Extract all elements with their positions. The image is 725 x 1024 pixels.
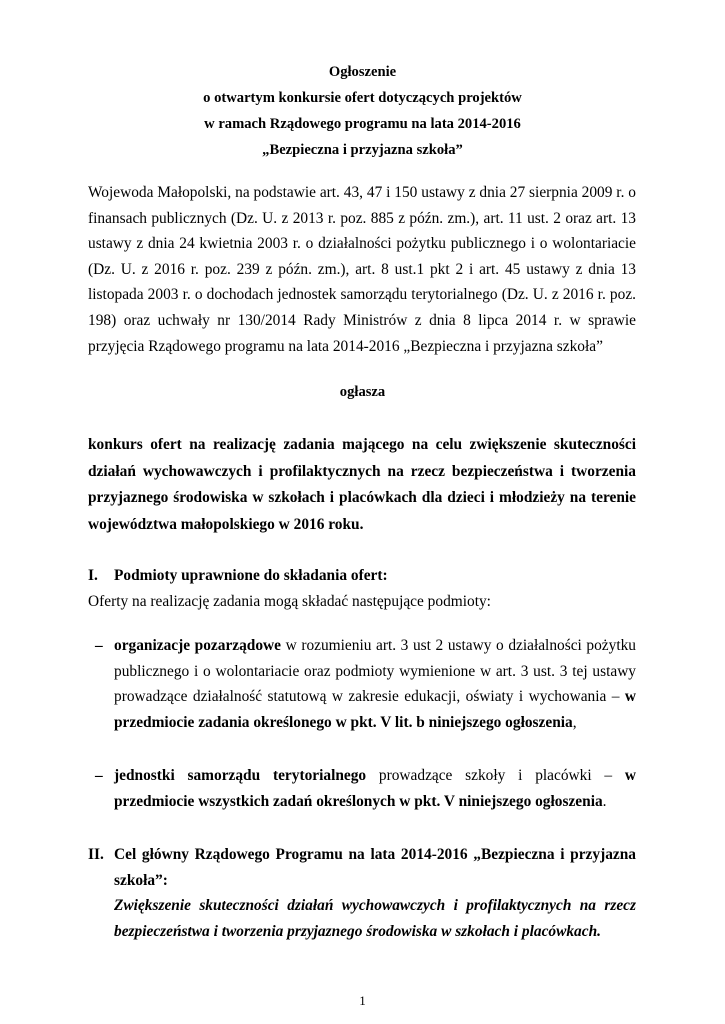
section-1-heading — [88, 563, 636, 589]
section-2 — [88, 842, 636, 945]
item-bold-start: organizacje pozarządowe — [114, 637, 282, 654]
item-bold-start: jednostki samorządu terytorialnego — [114, 767, 367, 784]
list-item — [88, 633, 636, 736]
section-2-goal: Zwiększenie skuteczności działań wychowawczych i profilaktycznych na rzecz bezpieczeństwa i tworzenia przyjaznego środowiska w szkołach i placówkach. — [114, 897, 636, 941]
header-subtitle-2: w ramach Rządowego programu na lata 2014-2016 — [204, 116, 521, 132]
section-2-title: Cel główny Rządowego Programu na lata 2014-2016 „Bezpieczna i przyjazna szkoła”: — [114, 846, 636, 889]
dash-bullet: – — [95, 637, 103, 654]
header-subtitle-1: o otwartym konkursie ofert dotyczących projektów — [203, 90, 522, 106]
item-bold-end: w przedmiocie wszystkich zadań określonych w pkt. V niniejszego ogłoszenia — [114, 767, 636, 810]
section-1-title: Podmioty uprawnione do składania ofert: — [114, 567, 388, 584]
list-item-text — [114, 763, 636, 814]
page-number: 1 — [359, 993, 366, 1008]
announcement-header — [0, 59, 725, 163]
section-1-number: I. — [88, 567, 98, 584]
list-item-text — [114, 633, 636, 736]
section-1 — [88, 563, 636, 614]
intro-paragraph: Wojewoda Małopolski, na podstawie art. 43, 47 i 150 ustawy z dnia 27 sierpnia 2009 r. o finansach publicznych (Dz. U. z 2013 r. poz. 885 z późn. zm.), art. 11 ust. 2 oraz art. 13 ustawy z dnia 24 kwietnia 2003 r. o działalności pożytku publicznego i o wolontariacie (Dz. U. z 2016 r. poz. 239 z późn. zm.), art. 8 ust.1 pkt 2 i art. 45 ustawy z dnia 13 listopada 2003 r. o dochodach jednostek samorządu terytorialnego (Dz. U. z 2016 r. poz. 198) oraz uchwały nr 130/2014 Rady Ministrów z dnia 8 lipca 2014 r. w sprawie przyjęcia Rządowego programu na lata 2014-2016 „Bezpieczna i przyjazna szkoła” — [88, 184, 636, 355]
header-program-name: „Bezpieczna i przyjazna szkoła” — [262, 142, 463, 158]
contest-description: konkurs ofert na realizację zadania mającego na celu zwiększenie skuteczności działań wychowawczych i profilaktycznych na rzecz bezpieczeństwa i tworzenia przyjaznego środowiska w szkołach i placówkach dla dzieci i młodzieży na terenie województwa małopolskiego w 2016 roku. — [88, 436, 636, 533]
announce-heading: ogłasza — [339, 384, 386, 400]
item-text: w rozumieniu art. 3 ust 2 ustawy o działalności pożytku publicznego i o wolontariacie oraz podmioty wymienione w art. 3 ust. 3 tej ustawy prowadzące działalność statutową w zakresie edukacji, oświaty i wychowania – — [114, 637, 637, 706]
header-title: Ogłoszenie — [328, 64, 397, 80]
section-2-heading — [88, 842, 636, 893]
item-tail: , — [572, 714, 577, 732]
dash-bullet: – — [95, 767, 103, 784]
item-text: prowadzące szkoły i placówki – — [366, 767, 625, 784]
section-1-lead: Oferty na realizację zadania mogą składać następujące podmioty: — [88, 592, 491, 610]
item-tail: . — [602, 792, 607, 810]
section-2-number: II. — [88, 846, 104, 863]
list-item — [88, 763, 636, 814]
item-bold-end: w przedmiocie zadania określonego w pkt. V lit. b niniejszego ogłoszenia — [114, 688, 636, 732]
